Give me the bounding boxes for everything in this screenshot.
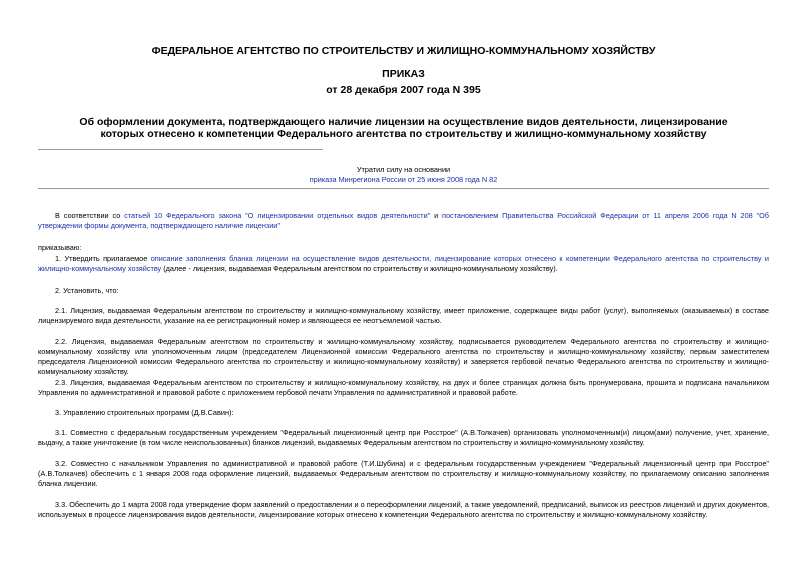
preamble-text-1: В соответствии со (55, 211, 125, 220)
license-description-link[interactable]: описание заполнения бланка лицензии на осуществление видов деятельности, лицензирование которых отнесено к компетенции Федерального агентства по строительству и жилищно-коммунальному хозяйству (38, 254, 769, 273)
paragraph-1-text-1: 1. Утвердить прилагаемое (55, 254, 151, 263)
document-date-number: от 28 декабря 2007 года N 395 (326, 84, 481, 96)
void-note-link-row (0, 175, 807, 184)
preamble-text-2: и (430, 211, 443, 220)
divider-long (38, 188, 769, 189)
paragraph-2: 2. Установить, что: (55, 286, 119, 295)
paragraph-1-text-2: (далее - лицензия, выдаваемая Федеральным агентством по строительству и жилищно-коммунальному хозяйству). (161, 264, 558, 273)
divider-short (38, 149, 323, 150)
paragraph-3-2: 3.2. Совместно с начальником Управления по административной и правовой работе (Т.И.Шубина) и с федеральным государственным учреждением "Федеральный лицензионный центр при Росстрое" (А.В.Толкачев) обеспечить с 1 января 2008 года оформление лицензий, выдаваемых Федеральным агентством по строительству и жилищно-коммунальному хозяйству, по прилагаемому описанию заполнения бланка лицензии. (38, 459, 769, 488)
preamble-paragraph (38, 211, 769, 231)
document-title: Об оформлении документа, подтверждающего наличие лицензии на осуществление видов деятельности, лицензирование которых отнесено к компетенции Федерального агентства по строительству и жилищно-коммунальному хозяйству (79, 116, 728, 140)
government-resolution-link[interactable]: постановлением Правительства Российской Федерации от 11 апреля 2006 года N 208 "Об утверждении формы документа, подтверждающего наличие лицензии" (38, 211, 769, 230)
paragraph-2-1: 2.1. Лицензия, выдаваемая Федеральным агентством по строительству и жилищно-коммунальному хозяйству, имеет приложение, содержащее виды работ (услуг), выполняемых (оказываемых) в составе лицензируемого вида деятельности, указание на ее регистрационный номер и являющееся ее неотъемлемой частью. (38, 306, 769, 325)
void-order-link[interactable]: приказа Минрегиона России от 25 июня 2008 года N 82 (309, 175, 498, 184)
paragraph-3-1: 3.1. Совместно с федеральным государственным учреждением "Федеральный лицензионный центр при Росстрое" (А.В.Толкачев) организовать уполномоченным(и) лицом(ами) получение, учет, хранение, выдачу, а также уничтожение (в том числе неиспользованных) бланков лицензий, выдаваемых Федеральным агентством по строительству и жилищно-коммунальному хозяйству. (38, 428, 769, 447)
paragraph-1 (38, 254, 769, 274)
agency-heading: ФЕДЕРАЛЬНОЕ АГЕНТСТВО ПО СТРОИТЕЛЬСТВУ И ЖИЛИЩНО-КОММУНАЛЬНОМУ ХОЗЯЙСТВУ (151, 45, 656, 57)
paragraph-2-3: 2.3. Лицензия, выдаваемая Федеральным агентством по строительству и жилищно-коммунальному хозяйству, на двух и более страницах должна быть пронумерована, прошита и подписана начальником Управления по административной и правовой работе с приложением гербовой печати Управления по административной и правовой работе. (38, 378, 769, 397)
paragraph-3-3: 3.3. Обеспечить до 1 марта 2008 года утверждение форм заявлений о предоставлении и о переоформлении лицензий, а также уведомлений, предписаний, выписок из реестров лицензий и других документов, используемых в процессе лицензирования видов деятельности, лицензирование которых отнесено к компетенции Федерального агентства по строительству и жилищно-коммунальному хозяйству. (38, 500, 769, 519)
prikazyvayu-text: приказываю: (38, 243, 82, 252)
void-note-text: Утратил силу на основании (356, 165, 451, 174)
federal-law-link[interactable]: статьей 10 Федерального закона "О лицензировании отдельных видов деятельности" (124, 211, 431, 220)
document-type-heading: ПРИКАЗ (382, 68, 425, 80)
paragraph-3: 3. Управлению строительных программ (Д.В.Савин): (55, 408, 234, 417)
paragraph-2-2: 2.2. Лицензия, выдаваемая Федеральным агентством по строительству и жилищно-коммунальному хозяйству, подписывается руководителем Федерального агентства по строительству и жилищно-коммунальному хозяйству или уполномоченным лицом (председателем Лицензионной комиссии Федерального агентства по строительству и жилищно-коммунальному хозяйству, первым заместителем председателя Лицензионной комиссии Федерального агентства по строительству и жилищно-коммунальному хозяйству) и заверяется гербовой печатью Федерального агентства по строительству и жилищно-коммунальному хозяйству. (38, 337, 769, 376)
